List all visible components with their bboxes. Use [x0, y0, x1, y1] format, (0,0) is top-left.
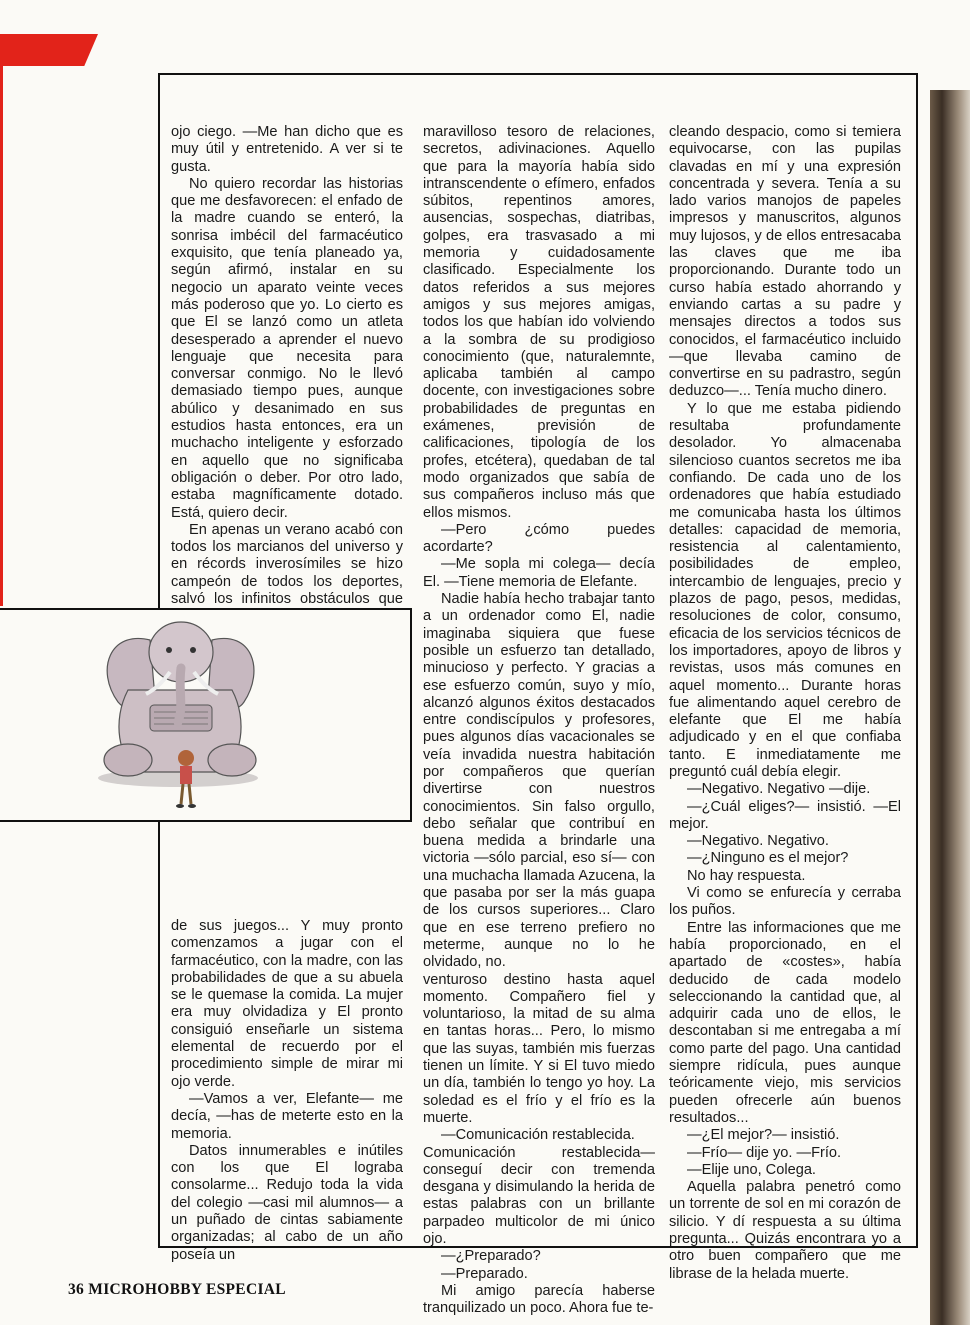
paragraph: —Me sopla mi colega— decía El. —Tiene memoria de Elefante. [423, 556, 655, 590]
red-edge-strip [0, 66, 3, 606]
column-1-bottom [171, 918, 403, 1264]
paragraph: —Preparado. [441, 1265, 528, 1282]
paragraph: —Vamos a ver, Elefante— me decía, —has de meterte esto en la memoria. [171, 1090, 403, 1142]
magazine-name: MICROHOBBY ESPECIAL [88, 1281, 286, 1298]
paragraph: maravilloso tesoro de relaciones, secretos, adivinaciones. Aquello que para la mayoría había sido intranscendente o efímero, enfados súbitos, repentinos amores, ausencias, sospechas, diatribas, golpes, era trasvasado a mi memoria y cuidadosamente clasificado. Especialmente los datos referidos a sus mejores amigos y sus mejores amigas, todos los que habían ido volviendo a la sombra de su prodigioso conocimiento (que, naturalemnte, aplicaba también al campo docente, con investigaciones sobre probabilidades de preguntas en exámenes, previsión de calificaciones, tipología de los profes, etcétera), quedaban de tal modo organizados que sabía de sus compañeros incluso más que ellos mismos. [423, 124, 655, 521]
paragraph: Mi amigo parecía haberse tranquilizado un poco. Ahora fue te- [423, 1282, 655, 1317]
elephant-computer-icon [0, 610, 410, 822]
paragraph: —Frío— dije yo. —Frío. [687, 1144, 842, 1161]
page-edge-shadow [930, 90, 970, 1325]
paragraph: —Negativo. Negativo. [687, 833, 829, 850]
paragraph: No quiero recordar las historias que me desfavorecen: el enfado de la madre cuando se enteró, la sonrisa imbécil del farmacéutico exquisito, que tenía planeado ya, según afirmó, instalar en su negocio un aparato veinte veces más poderoso que yo. Lo cierto es que El se lanzó como un atleta desesperado a aprender el nuevo lenguaje que necesita para conversar conmigo. No le llevó demasiado tiempo pues, aunque abúlico y desanimado en sus estudios hasta entonces, era un muchacho inteligente y esforzado en aquello que no significaba obligación o deber. Por otro lado, estaba magníficamente dotado. Está, quiero decir. [171, 175, 403, 521]
paragraph: Datos innumerables e inútiles con los que El lograba consolarme... Redujo toda la vida del colegio —casi mil alumnos— a un puñado de cintas sabiamente organizadas; al cabo de un año poseía un [171, 1142, 403, 1263]
red-corner-tab [0, 34, 98, 66]
paragraph: Nadie había hecho trabajar tanto a un ordenador como El, nadie imaginaba siquiera que fuese posible un esfuerzo tan detallado, minucioso y perfecto. Y gracias a ese esfuerzo común, suyo y mío, alcanzó algunos éxitos destacados entre condiscípulos y profesores, pues algunos días vacacionales se veía invadida nuestra habitación por compañeros que querían divertirse con nuestros conocimientos. Sin falso orgullo, debo señalar que contribuí en buena medida a brindarle una victoria —sólo parcial, eso sí— con una muchacha llamada Azucena, la que pasaba por ser la más guapa de los cursos superiores... Claro que en ese terreno prefiero no meterme, aunque no lo he olvidado, no. [423, 591, 655, 971]
paragraph: —¿Ninguno es el mejor? [687, 850, 849, 867]
paragraph: de sus juegos... Y muy pronto comenzamos a jugar con el farmacéutico, con la madre, con las probabilidades de que a su abuela se le quemase la comida. La mujer era muy olvidadiza y El pronto consiguió enseñarle un sistema elemental de recuerdo por el procedimiento simple de mirar mi ojo verde. [171, 918, 403, 1090]
paragraph: Aquella palabra penetró como un torrente de sol en mi corazón de silicio. Y dí respuesta a su última pregunta... Quizás encontrara yo a otro buen compañero que me librase de la helada muerte. [669, 1179, 901, 1282]
paragraph: cleando despacio, como si temiera equivocarse, con las pupilas clavadas en mí y una expresión concentrada y severa. Tenía a su lado varios manojos de papeles impresos y manuscritos, algunos muy lujosos, y de ellos entresacaba las claves que me iba proporcionando. Durante todo un curso había estado ahorrando y enviando cartas a su padre y mensajes directos a todos sus conocidos, el farmacéutico incluido —que llevaba camino de convertirse en su padrastro, según deduzco—... Tenía mucho dinero. [669, 124, 901, 400]
paragraph: —¿Preparado? [441, 1248, 541, 1265]
paragraph: No hay respuesta. [687, 867, 806, 884]
column-3 [669, 124, 901, 1283]
paragraph: Vi como se enfurecía y cerraba los puños. [669, 885, 901, 919]
paragraph: —Elije uno, Colega. [687, 1161, 816, 1178]
column-1-top [171, 124, 403, 626]
paragraph: ojo ciego. —Me han dicho que es muy útil y entretenido. A ver si te gusta. [171, 124, 403, 175]
paragraph: —¿El mejor?— insistió. [687, 1127, 840, 1144]
page-footer [68, 1281, 286, 1299]
paragraph: Y lo que me estaba pidiendo resultaba profundamente desolador. Yo almacenaba silencioso cuantos secretos me iba confiando. De cada uno de los ordenadores que había estudiado me comunicaba hasta los últimos detalles: capacidad de memoria, resistencia al calentamiento, posibilidades de empleo, intercambio de lenguajes, precio y plazos de pago, pesos, medidas, resoluciones de color, consumo, eficacia de los servicios técnicos de los importadores, apoyo de libros y revistas, usos más comunes en aquel momento... Durante horas fue alimentando aquel cerebro de elefante que El me había adjudicado y en el que confiaba tanto. E inmediatamente me preguntó cuál debía elegir. [669, 400, 901, 780]
paragraph: Entre las informaciones que me había proporcionado, en el apartado de «costes», había deducido de cada modelo seleccionando la cantidad que, al adquirir cada uno de ellos, le descontaban si me entregaba a mí como parte del pago. Una cantidad siempre ridícula, pues aunque teóricamente viejo, mis servicios pueden ofrecerle aún buenos resultados... [669, 919, 901, 1126]
paragraph: —Negativo. Negativo —dije. [687, 781, 871, 798]
paragraph: —Pero ¿cómo puedes acordarte? [423, 521, 655, 556]
column-2 [423, 124, 655, 1317]
paragraph: venturoso destino hasta aquel momento. Compañero fiel y voluntarioso, la mitad de su alma en tantas horas... Pero, lo mismo que las suyas, también mis fuerzas tienen un límite. Y si El tuvo miedo un día, también lo tengo yo hoy. La soledad es el frío y el frío es la muerte. [423, 971, 655, 1126]
paragraph: En apenas un verano acabó con todos los marcianos del universo y en récords inverosímiles se hizo campeón de todos los deportes, salvó los infinitos obstáculos que [171, 521, 403, 608]
page-number: 36 [68, 1281, 85, 1298]
paragraph: Comunicación restablecida— conseguí decir con tremenda desgana y disimulando la herida de estas palabras con un brillante parpadeo multicolor de mi único ojo. [423, 1144, 655, 1247]
paragraph: —Comunicación restablecida. [441, 1127, 635, 1144]
elephant-illustration [0, 608, 412, 822]
paragraph: —¿Cuál eliges?— insistió. —El mejor. [669, 798, 901, 832]
